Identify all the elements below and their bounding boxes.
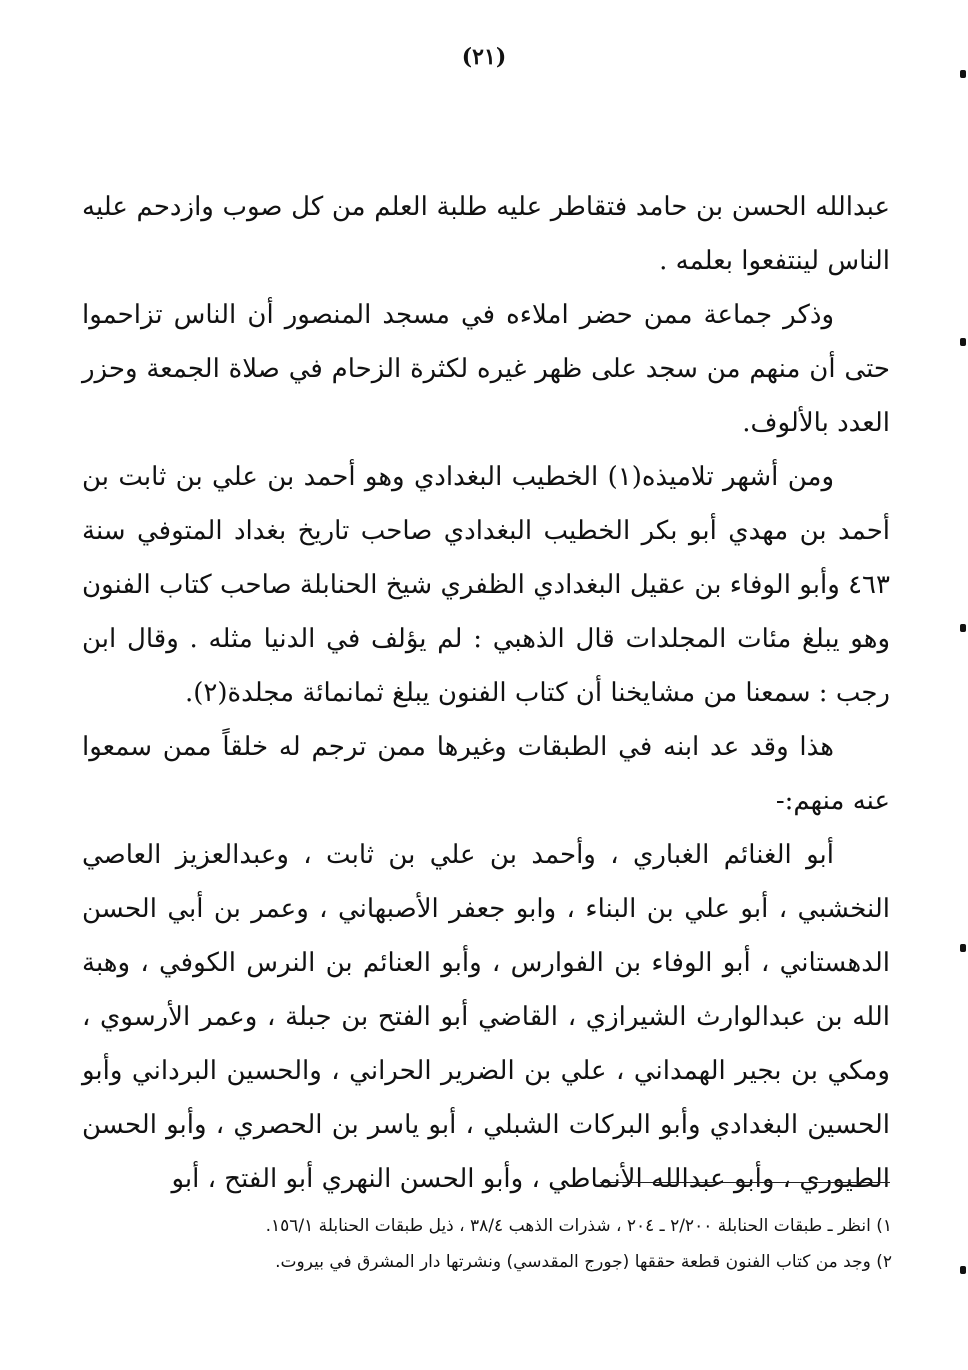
paragraph-2: وذكر جماعة ممن حضر املاءه في مسجد المنصور أن الناس تزاحموا حتى أن منهم من سجد على ظهر غيره لكثرة الزحام في صلاة الجمعة وحزر العدد بالألوف. — [82, 300, 890, 438]
margin-mark — [960, 624, 966, 632]
margin-mark — [960, 944, 966, 952]
footnote-divider — [600, 1182, 890, 1183]
footnotes — [82, 1208, 892, 1280]
page-number: (٢١) — [461, 44, 507, 70]
margin-mark — [960, 1266, 966, 1274]
main-text — [82, 180, 890, 1206]
margin-mark — [960, 70, 966, 78]
margin-mark — [960, 338, 966, 346]
paragraph-3: ومن أشهر تلاميذه(١) الخطيب البغدادي وهو أحمد بن علي بن ثابت بن أحمد بن مهدي أبو بكر الخطيب البغدادي صاحب تاريخ بغداد المتوفي سنة ٤٦٣ وأبو الوفاء بن عقيل البغدادي الظفري شيخ الحنابلة صاحب كتاب الفنون وهو يبلغ مئات المجلدات قال الذهبي : لم يؤلف في الدنيا مثله . وقال ابن رجب : سمعنا من مشايخنا أن كتاب الفنون يبلغ ثمانمائة مجلدة(٢). — [82, 462, 890, 708]
paragraph-5: أبو الغنائم الغباري ، وأحمد بن علي بن ثابت ، وعبدالعزيز العاصي النخشبي ، أبو علي بن البناء ، وابو جعفر الأصبهاني ، وعمر بن أبي الحسن الدهستاني ، أبو الوفاء بن الفوارس ، وأبو العنائم بن النرس الكوفي ، وهبة الله بن عبدالوارث الشيرازي ، القاضي أبو الفتح بن جبلة ، وعمر الأرسوي ، ومكي بن بجير الهمداني ، علي بن الضرير الحراني ، والحسين البرداني وأبو الحسين البغدادي وأبو البركات الشبلي ، أبو ياسر بن الحصري ، وأبو الحسن الطيوري ، وأبو عبدالله الأنماطي ، وأبو الحسن النهري أبو الفتح ، أبو — [82, 840, 890, 1194]
footnote-1: ١) انظر ـ طبقات الحنابلة ٢/٢٠٠ ـ ٢٠٤ ، شذرات الذهب ٣٨/٤ ، ذيل طبقات الحنابلة ١٥٦/١. — [265, 1216, 892, 1236]
paragraph-1: عبدالله الحسن بن حامد فتقاطر عليه طلبة العلم من كل صوب وازدحم عليه الناس لينتفعوا بعلمه . — [82, 192, 890, 276]
paragraph-4: هذا وقد عد ابنه في الطبقات وغيرها ممن ترجم له خلقاً ممن سمعوا عنه منهم:- — [82, 732, 890, 816]
footnote-2: ٢) وجد من كتاب الفنون قطعة حققها (جورج المقدسي) ونشرتها دار المشرق في بيروت. — [275, 1252, 892, 1272]
